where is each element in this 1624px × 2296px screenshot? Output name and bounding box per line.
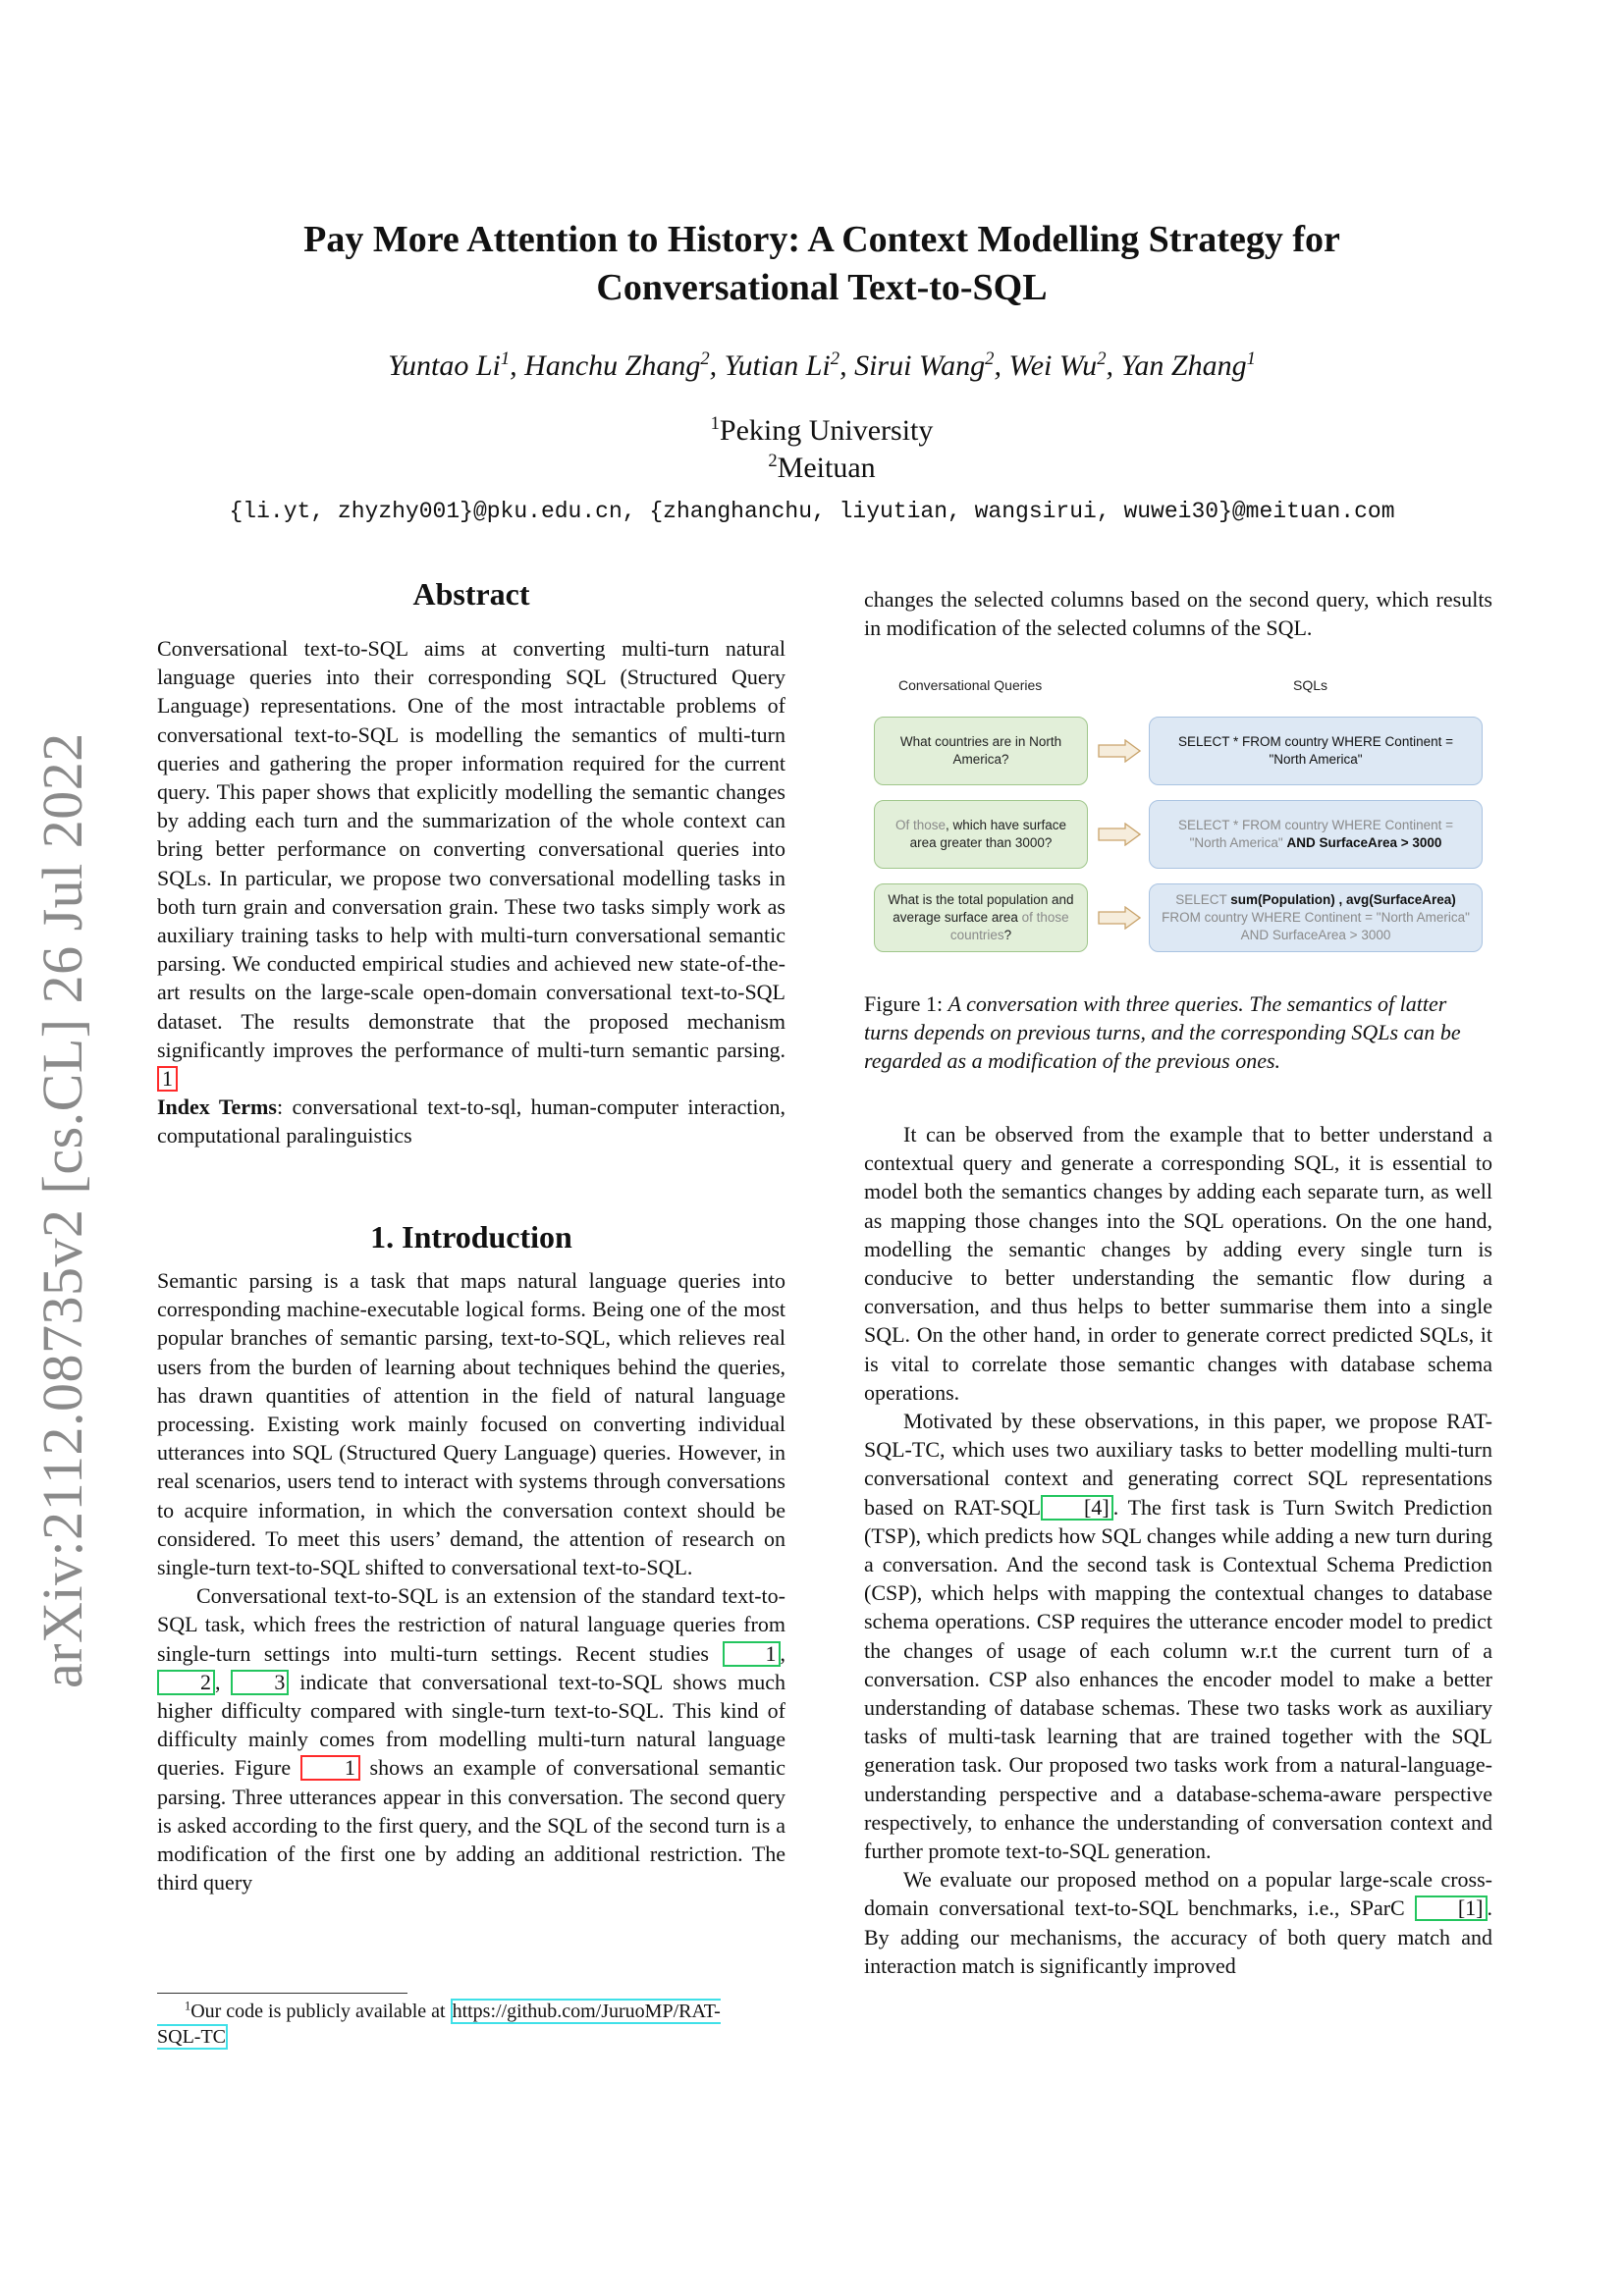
citation-link[interactable]: 2 xyxy=(157,1670,215,1695)
introduction-body xyxy=(157,1266,785,1896)
author: Hanchu Zhang$^2$ xyxy=(524,348,710,382)
right-paragraph-3: We evaluate our proposed method on a popular large-scale cross-domain conversational text-to-SQL benchmarks, i.e., SParC [1] . By adding our mechanisms, the accuracy of both query match and interaction match is significantly improved xyxy=(864,1867,1492,1978)
citation-link[interactable]: [1] xyxy=(1415,1896,1488,1921)
index-terms: : conversational text-to-sql, human-computer interaction, computational paralinguistics xyxy=(157,1095,785,1148)
sql-box-3: SELECT sum(Population) , avg(SurfaceArea) FROM country WHERE Continent = "North America" AND SurfaceArea > 3000 xyxy=(1149,883,1483,952)
arrow-right-icon xyxy=(1098,906,1141,930)
author: Sirui Wang$^2$ xyxy=(854,348,995,382)
abstract-heading: Abstract xyxy=(412,576,530,612)
figure-1-caption: Figure 1: A conversation with three queries. The semantics of latter turns depends on previous turns, and the corresponding SQLs can be regarded as a modification of the previous ones. xyxy=(864,991,1461,1073)
title-line-2: Conversational Text-to-SQL xyxy=(596,267,1048,308)
intro-paragraph-2: Conversational text-to-SQL is an extension of the standard text-to-SQL task, which frees the restriction of natural language queries from single-turn settings into multi-turn settings. Recent studies 1 , 2 , 3 indicate that conversational text-to-SQL shows much higher difficulty compared with single-turn text-to-SQL. This kind of difficulty mainly comes from modelling multi-turn natural language queries. Figure 1 shows an example of conversational semantic parsing. Three utterances appear in this conversation. The second query is asked according to the first query, and the SQL of the second turn is a modification of the first one by adding an additional restriction. The third query xyxy=(157,1583,785,1896)
footnote: $^1$Our code is publicly available at https://github.com/JuruoMP/RAT- SQL-TC xyxy=(157,1999,721,2048)
right-column-top-text: changes the selected columns based on the second query, which results in modification of the selected columns of the SQL. xyxy=(864,587,1492,641)
sql-box-2: SELECT * FROM country WHERE Continent = "North America" AND SurfaceArea > 3000 xyxy=(1149,800,1483,869)
query-box-3: What is the total population and average surface area of those countries? xyxy=(874,883,1088,952)
figure-1 xyxy=(864,677,1492,962)
query-box-2: Of those, which have surface area greater than 3000? xyxy=(874,800,1088,869)
arrow-right-icon xyxy=(1098,739,1141,763)
right-paragraph-2: Motivated by these observations, in this paper, we propose RAT-SQL-TC, which uses two auxiliary tasks to better modelling multi-turn conversational context and generating correct SQL representations based on RAT-SQL [4] . The first task is Turn Switch Prediction (TSP), which predicts how SQL changes while adding a new turn during a conversation. And the second task is Contextual Schema Prediction (CSP), which helps with mapping the contextual changes to database schema operations. CSP requires the utterance encoder model to predict the changes of usage of each column w.r.t the current turn of a conversation. CSP also enhances the encoder model to make a better understanding of database schemas. These two tasks work as auxiliary tasks of multi-task learning that are trained together with the SQL generation task. Our proposed two tasks work from a natural-language-understanding perspective and a database-schema-aware perspective respectively, to enhance the understanding of conversation context and further promote text-to-SQL generation. xyxy=(864,1409,1492,1864)
footnote-link[interactable]: 1 xyxy=(157,1066,178,1092)
right-paragraph-1: It can be observed from the example that to better understand a contextual query and generate a corresponding SQL, it is essential to model both the semantics changes by adding each separate turn, as well as mapping those changes into the SQL operations. On the one hand, modelling the semantic changes by adding every single turn is conducive to better understanding the semantic flow during a conversation, and thus helps to better summarise them into a single SQL. On the other hand, in order to generate correct predicted SQLs, it is vital to correlate those semantic changes with database schema operations. xyxy=(864,1122,1492,1405)
intro-paragraph-1: Semantic parsing is a task that maps natural language queries into corresponding machine-executable logical forms. Being one of the most popular branches of semantic parsing, text-to-SQL, which relieves real users from the burden of learning about techniques behind the queries, has drawn quantities of attention in the field of natural language processing. Existing work mainly focused on converting individual utterances into SQL (Structured Query Language) queries. However, in real scenarios, users tend to interact with systems through conversations to acquire information, in which the conversation context should be considered. To meet this users’ demand, the attention of research on single-turn text-to-SQL shifted to conversational text-to-SQL. xyxy=(157,1268,785,1580)
author: Wei Wu$^2$ xyxy=(1008,348,1107,382)
author-list: Yuntao Li$^1$, Hanchu Zhang$^2$, Yutian Li$^2$, Sirui Wang$^2$, Wei Wu$^2$, Yan Zhang$^1$ xyxy=(388,348,1256,382)
citation-link[interactable]: [4] xyxy=(1041,1495,1113,1521)
figure-col-header-queries: Conversational Queries xyxy=(898,677,1043,693)
title-line-1: Pay More Attention to History: A Context Modelling Strategy for xyxy=(303,219,1340,260)
introduction-heading: 1. Introduction xyxy=(370,1219,572,1255)
abstract-text: Conversational text-to-SQL aims at converting multi-turn natural language queries into their corresponding SQL (Structured Query Language) representations. One of the most intractable problems of conversational text-to-SQL is modelling the semantics of multi-turn queries and gathering the proper information required for the current query. This paper shows that explicitly modelling the semantic changes by adding each turn and the summarization of the whole context can bring better performance on converting conversational queries into SQLs. In particular, we propose two conversational modelling tasks in both turn grain and conversation grain. These two tasks simply work as auxiliary training tasks to help with multi-turn conversational semantic parsing. We conducted empirical studies and achieved new state-of-the-art results on the large-scale open-domain conversational text-to-SQL dataset. The results demonstrate that the proposed mechanism significantly improves the performance of multi-turn semantic parsing. xyxy=(157,636,785,1062)
author-emails: {li.yt, zhyzhy001}@pku.edu.cn, {zhanghanchu, liyutian, wangsirui, wuwei30}@meituan.com xyxy=(229,499,1395,524)
citation-link[interactable]: 1 xyxy=(723,1641,781,1667)
abstract-body xyxy=(157,634,785,1150)
author: Yan Zhang$^1$ xyxy=(1120,348,1256,382)
right-column-body xyxy=(864,1120,1492,1980)
paper-title xyxy=(157,216,1487,312)
query-box-1: What countries are in North America? xyxy=(874,717,1088,785)
code-url-link[interactable]: https://github.com/JuruoMP/RAT- SQL-TC xyxy=(157,2001,721,2048)
arxiv-identifier: arXiv:2112.08735v2 [cs.CL] 26 Jul 2022 xyxy=(30,732,94,1688)
affiliation-1: $^1$Peking University xyxy=(710,413,934,447)
citation-link[interactable]: 3 xyxy=(231,1670,289,1695)
author: Yuntao Li$^1$ xyxy=(388,348,511,382)
sql-box-1: SELECT * FROM country WHERE Continent = "North America" xyxy=(1149,717,1483,785)
index-terms-label: Index Terms xyxy=(157,1095,277,1120)
author: Yutian Li$^2$ xyxy=(724,348,840,382)
figure-link[interactable]: 1 xyxy=(300,1755,360,1781)
arrow-right-icon xyxy=(1098,823,1141,846)
figure-col-header-sqls: SQLs xyxy=(1293,677,1328,693)
affiliation-2: $^2$Meituan xyxy=(768,451,876,484)
footnote-rule xyxy=(157,1993,407,1994)
